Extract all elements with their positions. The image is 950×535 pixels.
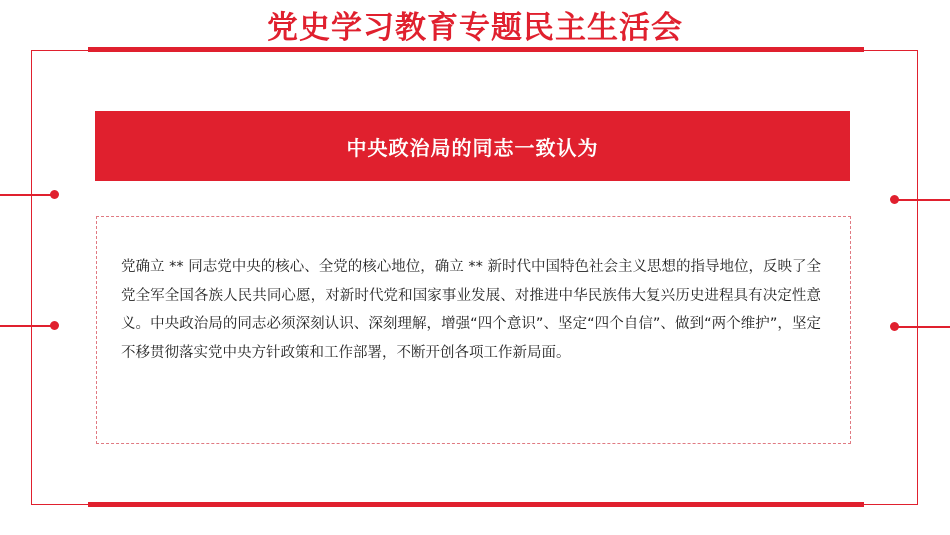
left-upper-connector-dot — [50, 190, 59, 199]
bottom-accent-bar — [88, 502, 864, 507]
heading-text: 中央政治局的同志一致认为 — [346, 135, 599, 160]
top-accent-bar — [88, 47, 864, 52]
left-lower-connector-dot — [50, 321, 59, 330]
right-upper-connector-line — [895, 199, 950, 201]
page-title: 党史学习教育专题民主生活会 — [267, 10, 683, 46]
content-box — [96, 216, 851, 444]
body-paragraph: 党确立 ** 同志党中央的核心、全党的核心地位，确立 ** 新时代中国特色社会主义思想的指导地位，反映了全党全军全国各族人民共同心愿，对新时代党和国家事业发展、对推进中华民族伟大复兴历史进程具有决定性意义。中央政治局的同志必须深刻认识、深刻理解，增强“四个意识”、坚定“四个自信”、做到“两个维护”，坚定不移贯彻落实党中央方针政策和工作部署，不断开创各项工作新局面。 — [121, 259, 821, 361]
right-lower-connector-dot — [890, 322, 899, 331]
right-lower-connector-line — [895, 326, 950, 328]
left-lower-connector-line — [0, 325, 55, 327]
left-upper-connector-line — [0, 194, 55, 196]
right-upper-connector-dot — [890, 195, 899, 204]
heading-banner — [95, 111, 850, 181]
